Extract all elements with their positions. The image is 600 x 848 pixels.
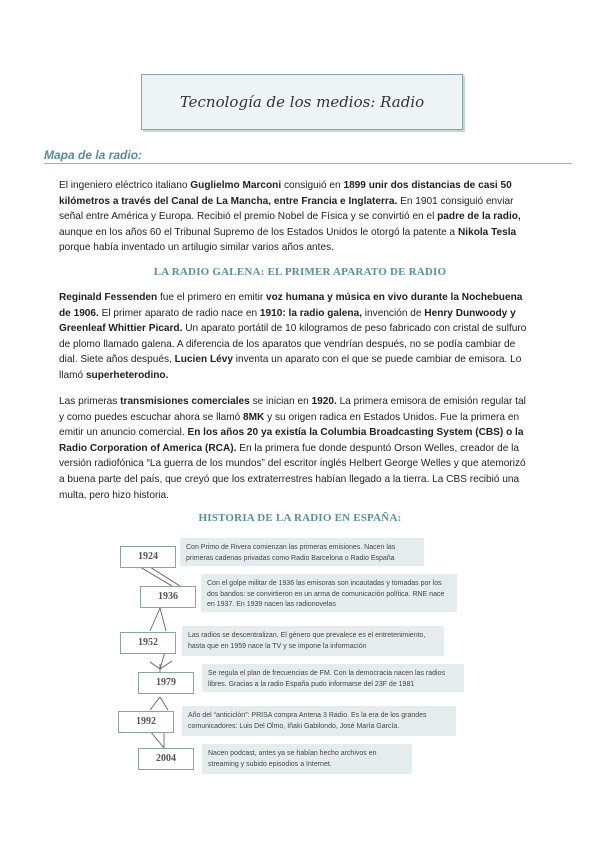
text-run: fue el primero en emitir bbox=[157, 292, 267, 303]
text-run: Un aparato portátil de 10 kilogramos de peso fabricado con cristal de sulfuro de plomo llamado galena. A diferencia de los aparatos que vendrían después, no se podía cambiar de dial. Siete años después, bbox=[59, 323, 527, 366]
timeline-text-1992: Año del “anticiclón”: PRISA compra Antena 3 Radio. Es la era de los grandes comunicadores: Luis Del Olmo, Iñaki Gabilondo, José María García. bbox=[182, 706, 456, 736]
text-run: En la primera fue donde despuntó Orson Welles, creador de la versión radiofónica “La guerra de los mundos” del escritor inglés Helbert George Welles y que atemorizó a buena parte del país, que creyó que los extraterrestres habían llegado a la tierra. La CBS recibió una multa, pero hizo historia. bbox=[59, 442, 526, 501]
text-run: En 1901 consiguió enviar señal entre América y Europa. Recibió el premio Nobel de Física y se convirtió en el bbox=[59, 195, 514, 223]
text-run: aunque en los años 60 el Tribunal Supremo de los Estados Unidos le otorgó la patente a bbox=[59, 226, 458, 238]
subheading-spain: HISTORIA DE LA RADIO EN ESPAÑA: bbox=[198, 512, 402, 524]
text-run: En los años 20 ya existía la Columbia Broadcasting System (CBS) o la Radio Corporation of America (RCA). bbox=[59, 427, 524, 454]
text-run: 1899 unir dos distancias de casi 50 kilómetros a través del Canal de La Mancha, entre Francia e Inglaterra. bbox=[59, 180, 512, 207]
text-run: Las primeras bbox=[59, 396, 121, 407]
timeline-year-1936: 1936 bbox=[140, 586, 196, 608]
timeline-year-1992: 1992 bbox=[118, 711, 174, 733]
text-run: Nikola Tesla bbox=[457, 226, 517, 238]
text-run: Lucien Lévy bbox=[174, 354, 233, 366]
timeline-text-1979: Se regula el plan de frecuencias de FM. Con la democracia nacen las radios libres. Gracias a la radio España pudo informarse del 23F de 1981 bbox=[202, 664, 464, 692]
subheading-galena: LA RADIO GALENA: EL PRIMER APARATO DE RADIO bbox=[153, 266, 447, 278]
text-run: superheterodino. bbox=[85, 369, 169, 381]
text-run: 1920. bbox=[311, 396, 337, 407]
timeline-year-1924: 1924 bbox=[120, 546, 176, 568]
text-run: 1910: la radio galena, bbox=[259, 307, 362, 319]
text-run: Reginald Fessenden bbox=[59, 292, 158, 303]
connector-2 bbox=[150, 608, 160, 631]
text-run: voz humana y música en vivo durante la Nochebuena de 1906. bbox=[59, 292, 523, 319]
page-title: Tecnología de los medios: Radio bbox=[179, 93, 425, 111]
text-run: porque había inventado un artilugio similar varios años antes. bbox=[59, 242, 334, 254]
timeline-year-1979: 1979 bbox=[138, 672, 194, 694]
text-run: La primera emisora de emisión regular tal y como puedes escuchar ahora se llamó bbox=[59, 396, 526, 423]
text-run: El primer aparato de radio nace en bbox=[98, 307, 260, 319]
section-heading: Mapa de la radio: bbox=[44, 148, 143, 162]
timeline-text-2004: Nacen podcast, antes ya se habían hecho archivos en streaming y subido episodios a Internet. bbox=[202, 744, 412, 774]
text-run: se inician en bbox=[249, 396, 312, 407]
timeline-text-1936: Con el golpe militar de 1936 las emisoras son incautadas y tomadas por los dos bandos: se convirtieron en un arma de comunicación política. RNE nace en 1937. En 1939 nacen las radionovelas bbox=[201, 574, 457, 612]
text-run: padre de la radio, bbox=[437, 211, 521, 223]
connector-4 bbox=[150, 697, 160, 710]
text-run: transmisiones comerciales bbox=[120, 396, 250, 407]
text-run: El ingeniero eléctrico italiano bbox=[59, 180, 191, 191]
text-run: invención de bbox=[362, 307, 425, 319]
text-run: y su origen radica en Estados Unidos. Fue la primera en emitir un anuncio comercial. bbox=[59, 411, 520, 439]
timeline-text-1924: Con Primo de Rivera comienzan las primeras emisiones. Nacen las primeras cadenas privadas como Radio Barcelona o Radio España bbox=[180, 538, 424, 566]
timeline-text-1952: Las radios se descentralizan. El género que prevalece es el entretenimiento, hasta que en 1959 nace la TV y se impone la información bbox=[182, 626, 444, 656]
connector-1 bbox=[150, 567, 180, 586]
text-run: consiguió en bbox=[281, 180, 344, 191]
timeline-year-2004: 2004 bbox=[138, 748, 194, 770]
text-run: Guglielmo Marconi bbox=[190, 180, 282, 191]
timeline-year-1952: 1952 bbox=[120, 632, 176, 654]
text-run: Henry Dunwoody y Greenleaf Whittier Picard. bbox=[59, 307, 516, 335]
text-run: 8MK bbox=[243, 411, 265, 423]
text-run: inventa un aparato con el que se puede cambiar de emisora. Lo llamó bbox=[59, 354, 522, 381]
